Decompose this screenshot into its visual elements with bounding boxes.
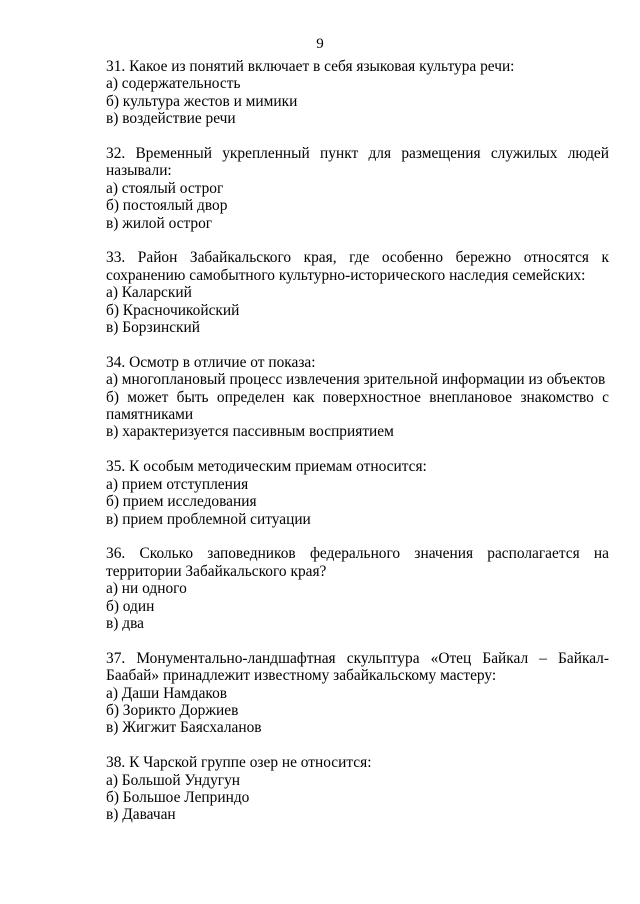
question-prompt: Временный укрепленный пункт для размещения служилых людей называли: [106, 145, 609, 180]
question-text [106, 58, 609, 75]
question-text [106, 249, 609, 284]
option-c: в) два [106, 614, 144, 632]
option-c: в) Жигжит Баясхаланов [106, 719, 262, 737]
option-c: в) воздействие речи [106, 110, 236, 128]
question-prompt: Осмотр в отличие от показа: [129, 353, 316, 371]
option-a: а) стоялый острог [106, 179, 224, 197]
question-number: 38. [106, 754, 126, 772]
option-b: б) Красночикойский [106, 301, 240, 319]
option-b: б) Зорикто Доржиев [106, 701, 239, 719]
question-text [106, 754, 609, 771]
question-31 [106, 58, 609, 128]
option-c: в) Давачан [106, 806, 176, 824]
option-a: а) содержательность [106, 75, 241, 93]
question-prompt: Сколько заповедников федерального значения располагается на территории Забайкальского края? [106, 545, 609, 580]
question-list [106, 58, 609, 841]
option-c: в) Борзинский [106, 319, 200, 337]
question-prompt: К особым методическим приемам относится: [129, 458, 427, 476]
question-text [106, 145, 609, 180]
question-number: 32. [106, 145, 126, 163]
option-a: а) Даши Намдаков [106, 684, 228, 702]
question-number: 34. [106, 353, 126, 371]
question-text [106, 650, 609, 685]
question-prompt: К Чарской группе озер не относится: [129, 754, 372, 772]
question-number: 33. [106, 249, 126, 267]
question-32 [106, 145, 609, 232]
option-a: а) ни одного [106, 580, 187, 598]
question-35 [106, 458, 609, 528]
question-text [106, 458, 609, 475]
question-prompt: Какое из понятий включает в себя языковая культура речи: [129, 58, 515, 75]
option-b: б) культура жестов и мимики [106, 92, 298, 110]
question-prompt: Район Забайкальского края, где особенно бережно относятся к сохранению самобытного культурно-исторического наследия семейских: [106, 249, 609, 284]
question-text [106, 545, 609, 580]
question-number: 37. [106, 649, 126, 667]
option-c: в) жилой острог [106, 214, 213, 232]
option-b: б) постоялый двор [106, 197, 228, 215]
option-a: а) Большой Ундугун [106, 771, 241, 789]
question-38 [106, 754, 609, 824]
option-a: а) прием отступления [106, 475, 249, 493]
question-number: 35. [106, 458, 126, 476]
question-number: 31. [106, 58, 126, 75]
question-33 [106, 249, 609, 336]
option-c: в) прием проблемной ситуации [106, 510, 311, 528]
question-36 [106, 545, 609, 632]
option-b: б) может быть определен как поверхностное внеплановое знакомство с памятниками [106, 388, 609, 424]
question-34 [106, 354, 609, 441]
question-prompt: Монументально-ландшафтная скульптура «Отец Байкал – Байкал-Баабай» принадлежит известному забайкальскому мастеру: [106, 649, 609, 685]
question-number: 36. [106, 545, 126, 563]
option-a: а) Каларский [106, 284, 192, 302]
option-b: б) Большое Леприндо [106, 788, 250, 806]
option-c: в) характеризуется пассивным восприятием [106, 423, 394, 441]
option-b: б) один [106, 597, 155, 615]
question-37 [106, 650, 609, 737]
option-b: б) прием исследования [106, 493, 257, 511]
question-text [106, 354, 609, 371]
page-number: 9 [316, 36, 324, 52]
option-a: а) многоплановый процесс извлечения зрительной информации из объектов [106, 371, 606, 389]
